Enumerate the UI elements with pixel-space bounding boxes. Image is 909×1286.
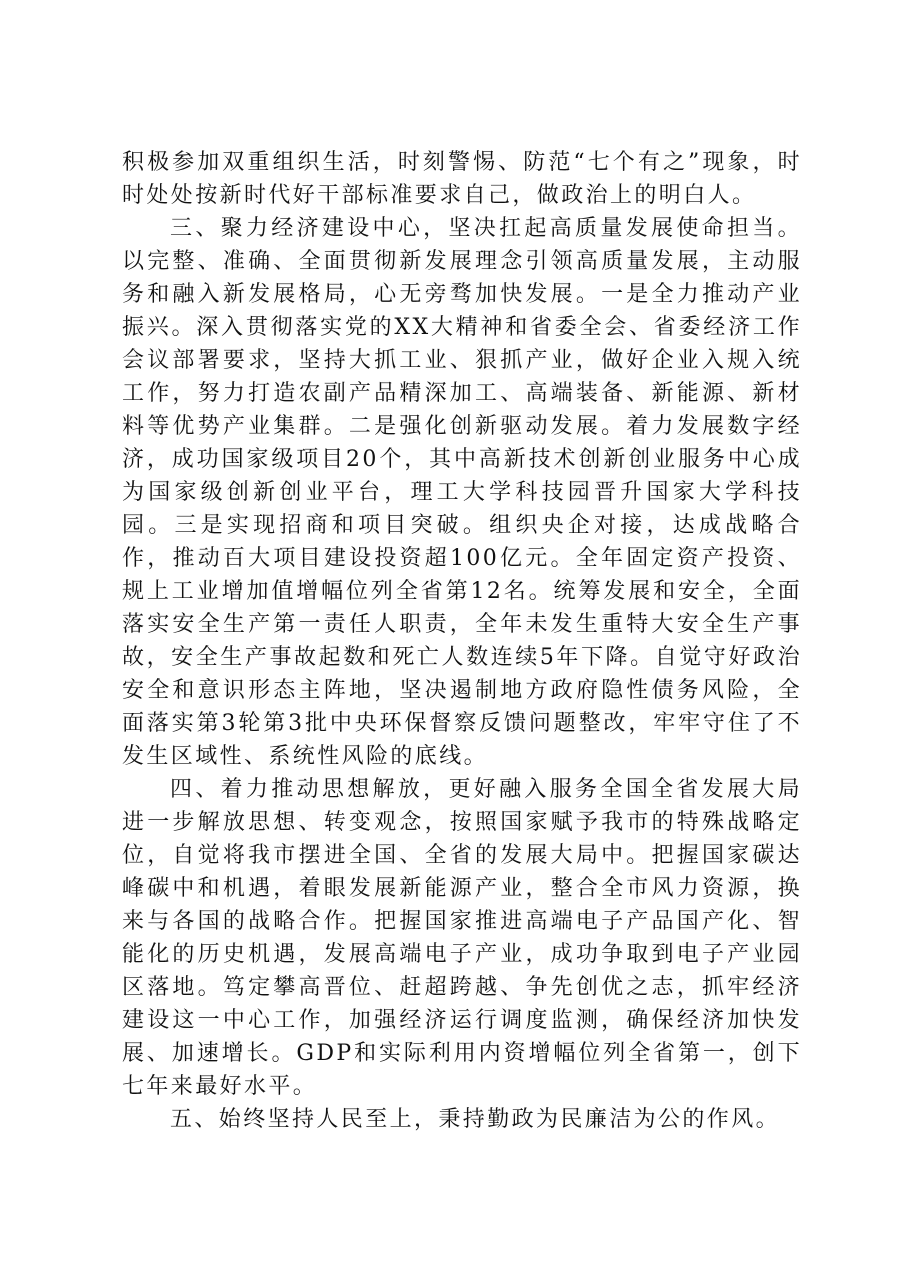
paragraph-people-first: 五、始终坚持人民至上，秉持勤政为民廉洁为公的作风。 (170, 1107, 781, 1132)
paragraph-economic-development: 三、聚力经济建设中心，坚决扛起高质量发展使命担当。以完整、准确、全面贯彻新发展理念引领高质量发展，主动服务和融入新发展格局，心无旁骛加快发展。一是全力推动产业振兴。深入贯彻落实党的XX大精神和省委全会、省委经济工作会议部署要求，坚持大抓工业、狠抓产业，做好企业入规入统工作，努力打造农副产品精深加工、高端装备、新能源、新材料等优势产业集群。二是强化创新驱动发展。着力发展数字经济，成功国家级项目20个，其中高新技术创新创业服务中心成为国家级创新创业平台，理工大学科技园晋升国家大学科技园。三是实现招商和项目突破。组织央企对接，达成战略合作，推动百大项目建设投资超100亿元。全年固定资产投资、规上工业增加值增幅位列全省第12名。统筹发展和安全，全面落实安全生产第一责任人职责，全年未发生重特大安全生产事故，安全生产事故起数和死亡人数连续5年下降。自觉守好政治安全和意识形态主阵地，坚决遏制地方政府隐性债务风险，全面落实第3轮第3批中央环保督察反馈问题整改，牢牢守住了不发生区域性、系统性风险的底线。 (122, 216, 802, 769)
paragraph-thought-liberation: 四、着力推动思想解放，更好融入服务全国全省发展大局进一步解放思想、转变观念，按照国家赋予我市的特殊战略定位，自觉将我市摆进全国、全省的发展大局中。把握国家碳达峰碳中和机遇，着眼发展新能源产业，整合全市风力资源，换来与各国的战略合作。把握国家推进高端电子产品国产化、智能化的历史机遇，发展高端电子产业，成功争取到电子产业园区落地。笃定攀高晋位、赶超跨越、争先创优之志，抓牢经济建设这一中心工作，加强经济运行调度监测，确保经济加快发展、加速增长。GDP和实际利用内资增幅位列全省第一，创下七年来最好水平。 (122, 777, 802, 1099)
document-body (122, 146, 802, 1136)
paragraph-continuation: 积极参加双重组织生活，时刻警惕、防范“七个有之”现象，时时处处按新时代好干部标准要求自己，做政治上的明白人。 (122, 150, 802, 208)
